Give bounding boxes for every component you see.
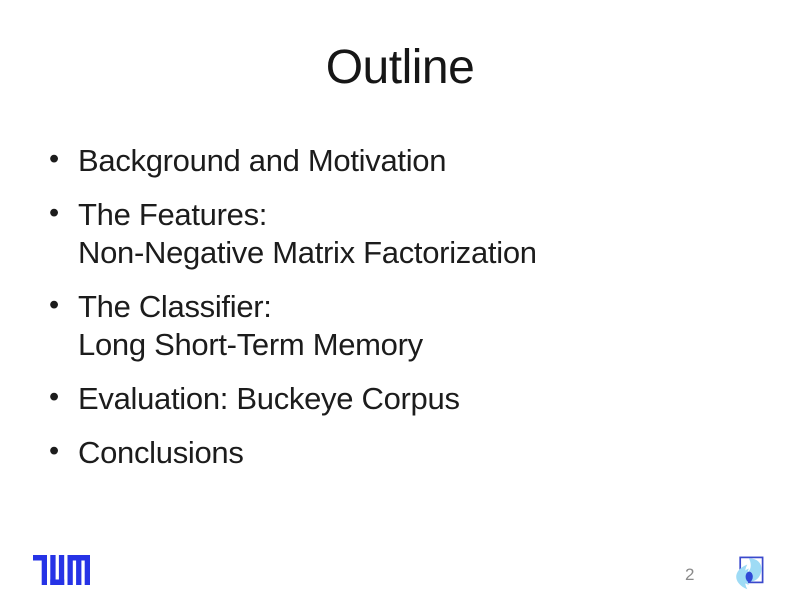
bullet-list [33, 142, 780, 488]
bullet-item [33, 196, 780, 272]
institute-ear-logo-icon [735, 555, 766, 593]
bullet-marker: • [49, 143, 59, 175]
page-number: 2 [685, 565, 695, 584]
bullet-text: The Features: Non-Negative Matrix Factorization [78, 197, 537, 270]
bullet-text: Evaluation: Buckeye Corpus [78, 381, 460, 416]
bullet-item [33, 380, 780, 418]
tum-logo-icon [33, 555, 90, 585]
bullet-text: Background and Motivation [78, 143, 447, 178]
bullet-text: The Classifier: Long Short-Term Memory [78, 289, 423, 362]
bullet-item [33, 288, 780, 364]
bullet-text: Conclusions [78, 435, 244, 470]
bullet-item [33, 142, 780, 180]
bullet-marker: • [49, 197, 59, 229]
slide-title: Outline [325, 41, 475, 94]
bullet-marker: • [49, 381, 59, 413]
bullet-marker: • [49, 289, 59, 321]
bullet-marker: • [49, 435, 59, 467]
bullet-item [33, 434, 780, 472]
